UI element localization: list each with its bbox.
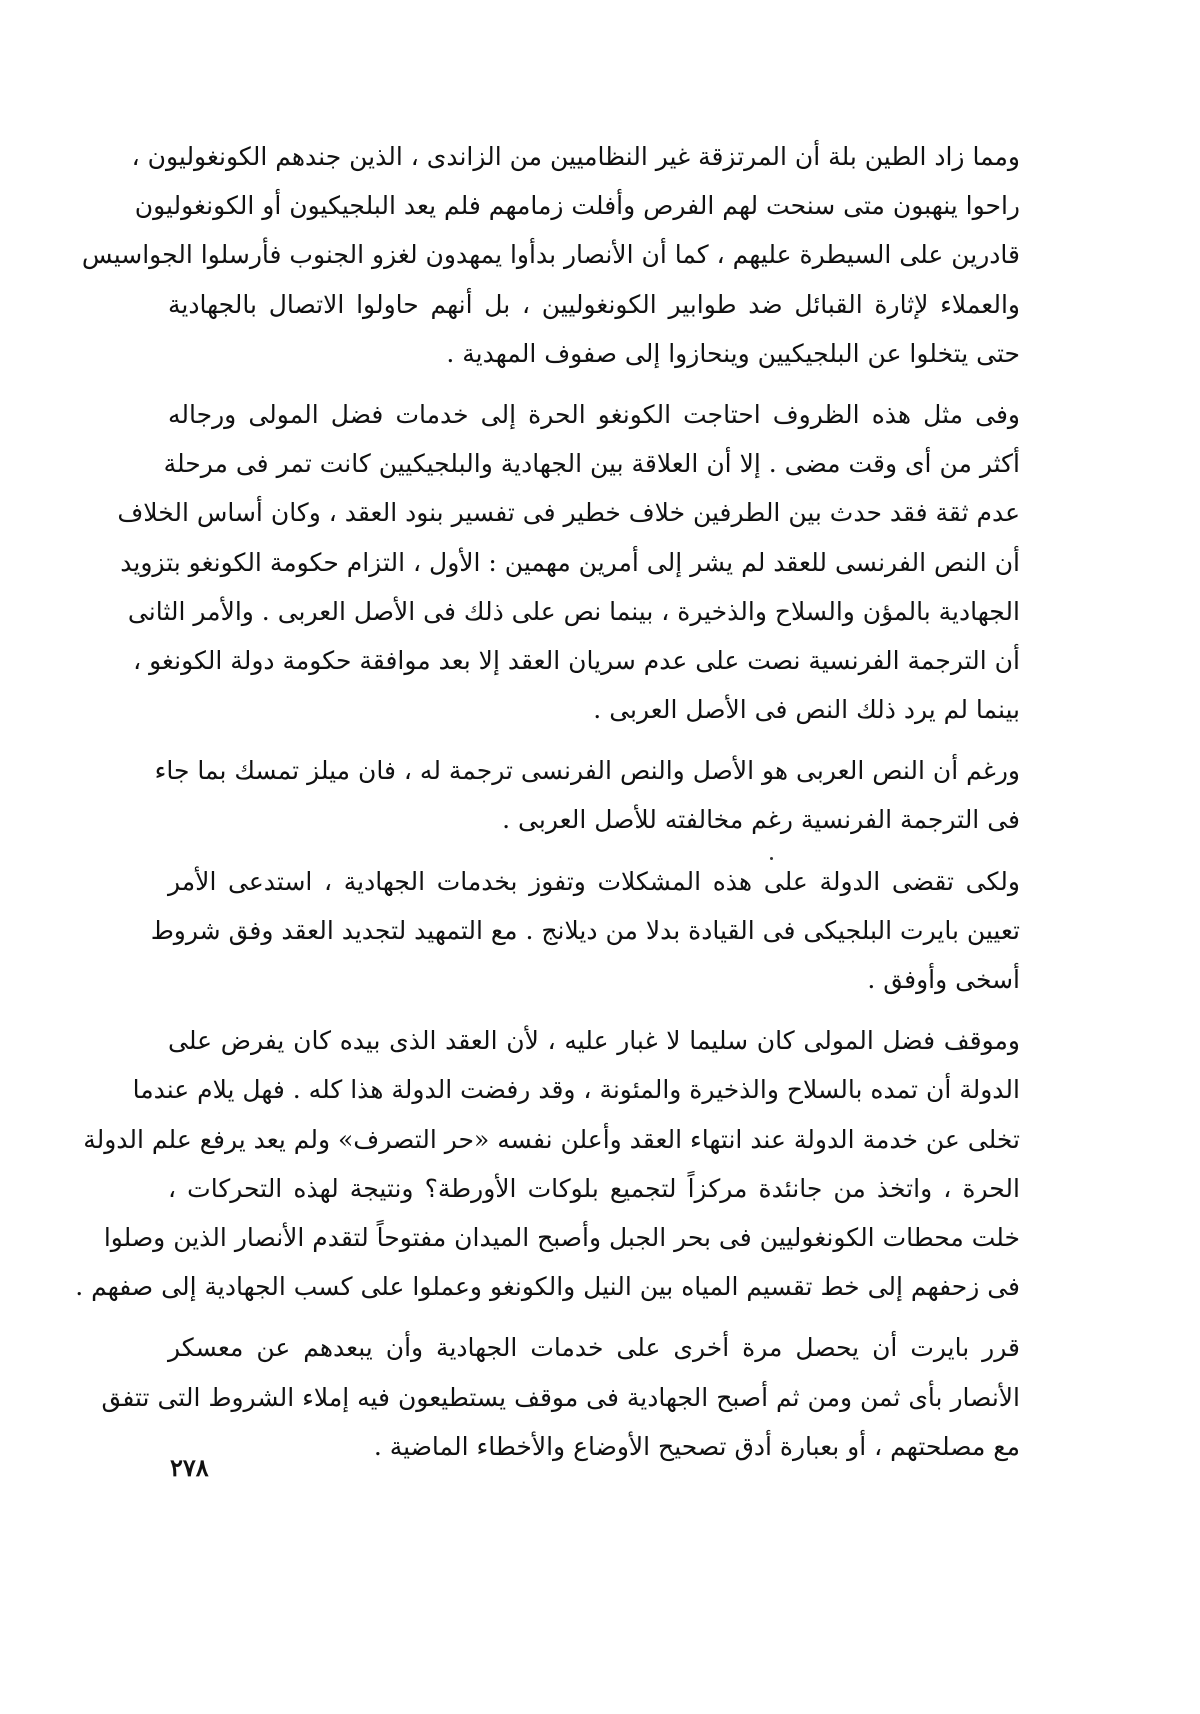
text-line: أكثر من أى وقت مضى . إلا أن العلاقة بين الجهادية والبلجيكيين كانت تمر فى مرحلة (163, 449, 1020, 479)
text-line: قرر بايرت أن يحصل مرة أخرى على خدمات الجهادية وأن يبعدهم عن معسكر (168, 1333, 1020, 1363)
text-line: الأنصار بأى ثمن ومن ثم أصبح الجهادية فى موقف يستطيعون فيه إملاء الشروط التى تتفق (101, 1382, 1020, 1412)
text-line: وموقف فضل المولى كان سليما لا غبار عليه ، لأن العقد الذى بيده كان يفرض على (168, 1026, 1020, 1056)
text-line: أن الترجمة الفرنسية نصت على عدم سريان العقد إلا بعد موافقة حكومة دولة الكونغو ، (133, 645, 1020, 675)
text-line: أن النص الفرنسى للعقد لم يشر إلى أمرين مهمين : الأول ، التزام حكومة الكونغو بتزويد (120, 547, 1020, 577)
text-line: أسخى وأوفق . (867, 965, 1020, 994)
text-line: راحوا ينهبون متى سنحت لهم الفرص وأفلت زمامهم فلم يعد البلجيكيون أو الكونغوليون (134, 191, 1020, 221)
text-line: الجهادية بالمؤن والسلاح والذخيرة ، بينما نص على ذلك فى الأصل العربى . والأمر الثانى (127, 596, 1020, 626)
page-number: ٢٧٨ (170, 1453, 209, 1482)
text-line: مع مصلحتهم ، أو بعبارة أدق تصحيح الأوضاع والأخطاء الماضية . (373, 1431, 1020, 1461)
text-line: ورغم أن النص العربى هو الأصل والنص الفرنسى ترجمة له ، فان ميلز تمسك بما جاء (154, 756, 1020, 786)
paragraph-4 (150, 857, 1020, 1005)
paragraph-3 (154, 746, 1020, 844)
paragraph-5 (75, 1016, 1020, 1311)
text-line: الدولة أن تمده بالسلاح والذخيرة والمئونة ، وقد رفضت الدولة هذا كله . فهل يلام عندما (132, 1075, 1020, 1105)
text-line: ولكى تقضى الدولة على هذه المشكلات وتفوز بخدمات الجهادية ، استدعى الأمر (168, 866, 1020, 896)
text-line: فى الترجمة الفرنسية رغم مخالفته للأصل العربى . (502, 805, 1020, 835)
text-line: تعيين بايرت البلجيكى فى القيادة بدلا من ديلانج . مع التمهيد لتجديد العقد وفق شروط (150, 915, 1020, 945)
text-line: بينما لم يرد ذلك النص فى الأصل العربى . (593, 695, 1020, 725)
text-line: والعملاء لإثارة القبائل ضد طوابير الكونغوليين ، بل أنهم حاولوا الاتصال بالجهادية (168, 289, 1020, 319)
text-line: عدم ثقة فقد حدث بين الطرفين خلاف خطير فى تفسير بنود العقد ، وكان أساس الخلاف (117, 498, 1020, 528)
body-text (75, 132, 1020, 1471)
text-line: ومما زاد الطين بلة أن المرتزقة غير النظاميين من الزاندى ، الذين جندهم الكونغوليون ، (131, 142, 1020, 171)
text-line: وفى مثل هذه الظروف احتاجت الكونغو الحرة إلى خدمات فضل المولى ورجاله (168, 399, 1020, 429)
text-line: تخلى عن خدمة الدولة عند انتهاء العقد وأعلن نفسه «حر التصرف» ولم يعد يرفع علم الدولة (83, 1124, 1020, 1154)
paragraph-6 (101, 1323, 1020, 1471)
text-line: حتى يتخلوا عن البلجيكيين وينحازوا إلى صفوف المهدية . (446, 338, 1020, 368)
text-line: فى زحفهم إلى خط تقسيم المياه بين النيل والكونغو وعملوا على كسب الجهادية إلى صفهم . (75, 1272, 1020, 1302)
text-line: الحرة ، واتخذ من جانئدة مركزاً لتجميع بلوكات الأورطة؟ ونتيجة لهذه التحركات ، (168, 1173, 1020, 1203)
paragraph-2 (117, 390, 1020, 734)
paragraph-1 (81, 132, 1020, 378)
scan-speck (770, 857, 773, 860)
text-line: خلت محطات الكونغوليين فى بحر الجبل وأصبح الميدان مفتوحاً لتقدم الأنصار الذين وصلوا (103, 1222, 1020, 1252)
text-line: قادرين على السيطرة عليهم ، كما أن الأنصار بدأوا يمهدون لغزو الجنوب فأرسلوا الجواسيس (81, 240, 1020, 270)
